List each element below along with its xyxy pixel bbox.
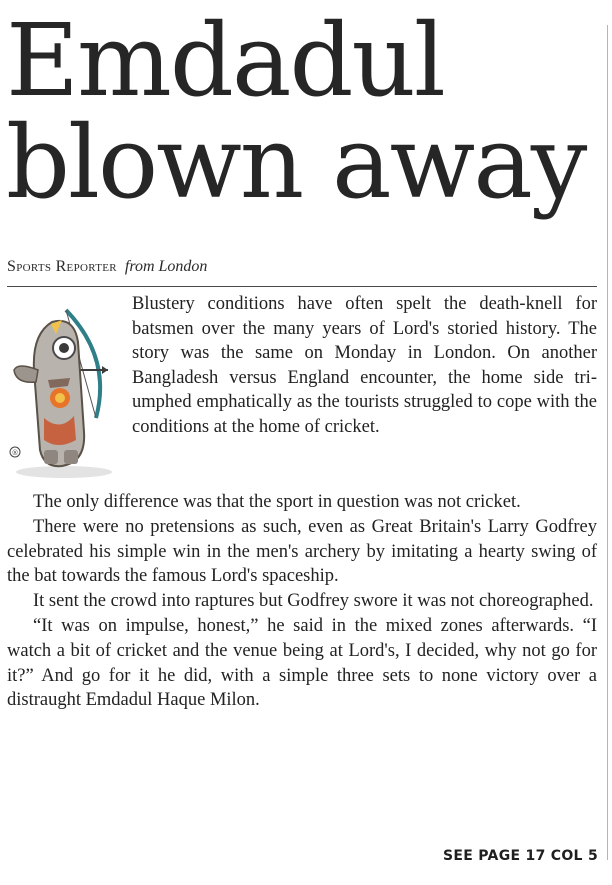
lead-paragraph: Blustery conditions have often spelt the death-knell for batsmen over the many years of Lord's storied history. The story was the same on Monday in London. On another Bangladesh versus England encounter, the home side tri-umphed emphatically as the tourists struggled to cope with the conditions at the home of cricket.: [132, 294, 597, 437]
archery-mascot-icon: [4, 300, 126, 480]
column-rule: [607, 25, 608, 860]
byline-reporter: Sports Reporter: [7, 258, 117, 275]
continuation-reference: SEE PAGE 17 COL 5: [443, 848, 598, 864]
paragraph: There were no pretensions as such, even as Great Britain's Larry Godfrey celebrated his simple win in the men's archery by imitating a hearty swing of the bat towards the famous Lord's spaceship.: [7, 516, 597, 587]
paragraph: The only difference was that the sport in question was not cricket.: [33, 492, 521, 512]
article-body: [7, 490, 597, 713]
byline: [7, 258, 597, 276]
headline: [6, 2, 606, 221]
paragraph: “It was on impulse, honest,” he said in the mixed zones afterwards. “I watch a bit of cricket and the venue being at Lord's, I decided, why not go for it?” And go for it he did, with a simple three sets to none victory over a distraught Emdadul Haque Milon.: [7, 615, 597, 711]
byline-location: from London: [124, 258, 208, 275]
byline-divider: [7, 286, 597, 287]
paragraph: It sent the crowd into raptures but Godfrey swore it was not choreographed.: [33, 591, 594, 612]
registered-mark: ®: [11, 449, 19, 457]
headline-line-1: Emdadul: [6, 2, 444, 119]
headline-line-2: blown away: [6, 104, 586, 221]
